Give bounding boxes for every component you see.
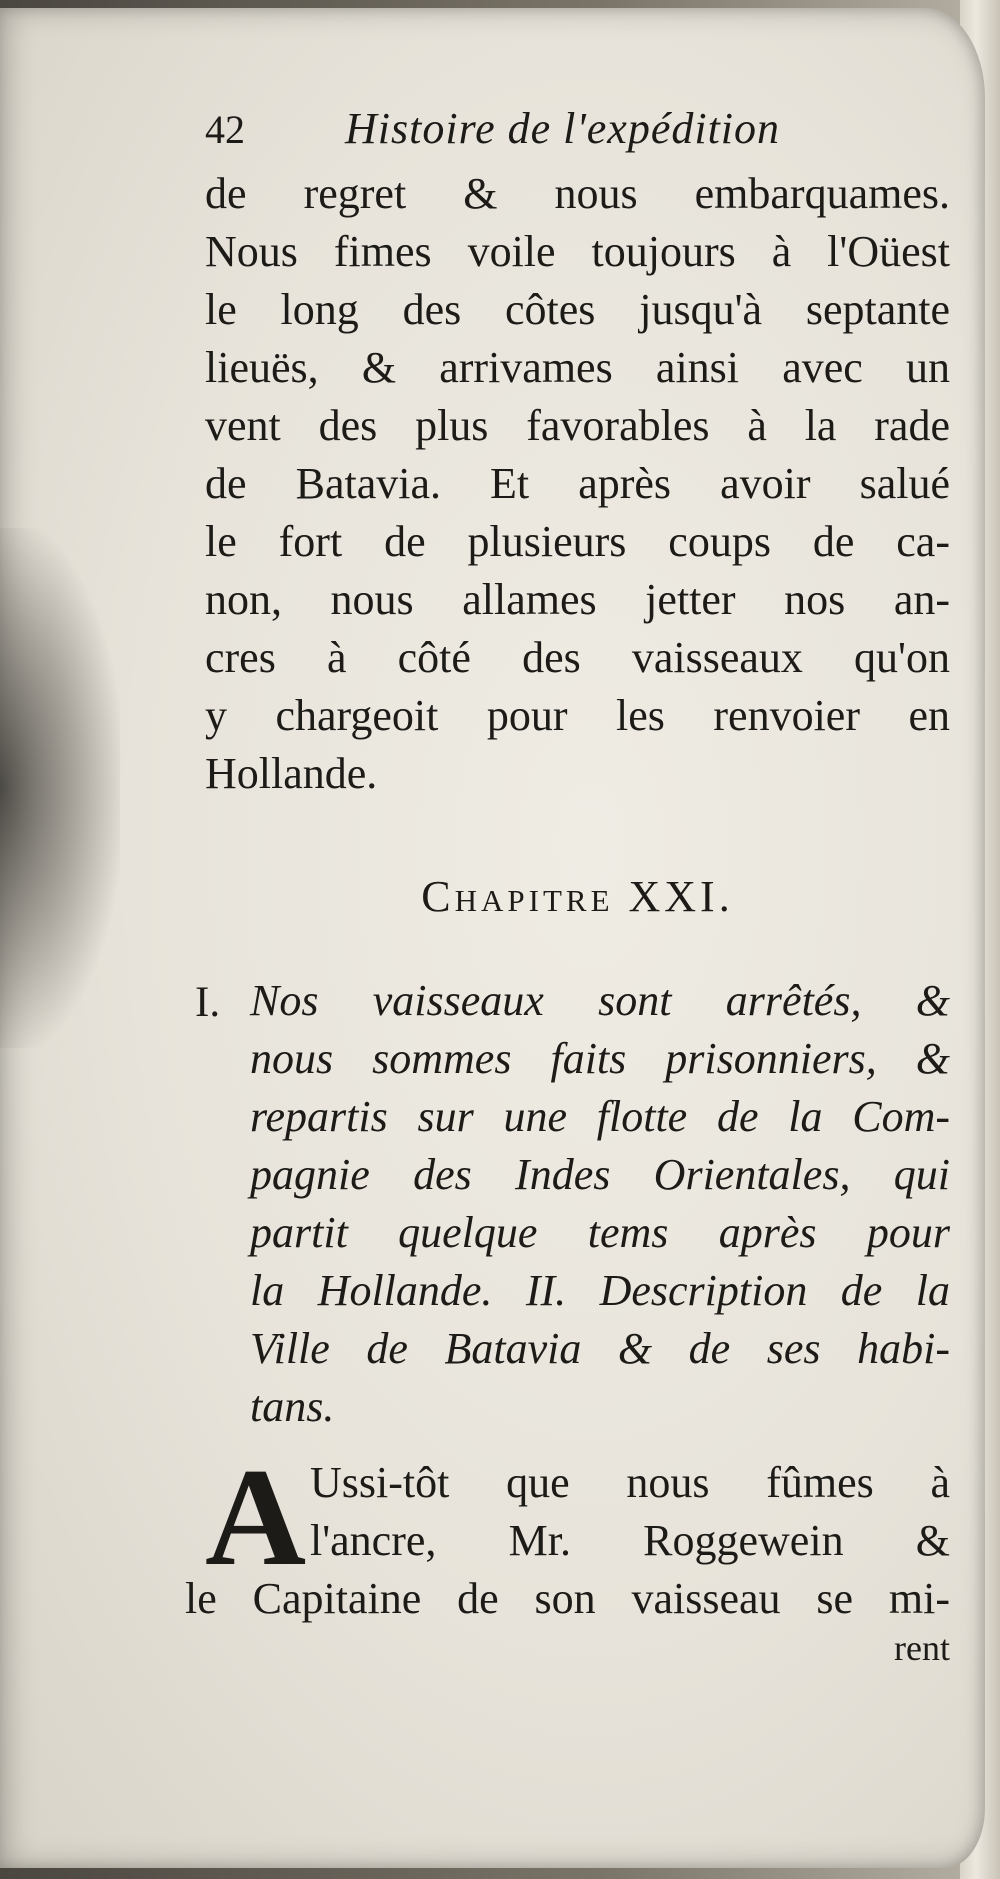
text-line: le fort de plusieurs coups de ca- (205, 517, 950, 566)
summary-line: partit quelque tems après pour (250, 1208, 950, 1257)
page-text (185, 103, 950, 1668)
drop-cap: A (205, 1440, 307, 1595)
text-line: Nous fimes voile toujours à l'Oüest (205, 227, 950, 276)
summary-line: Ville de Batavia & de ses habi- (250, 1324, 950, 1373)
text-line: le Capitaine de son vaisseau se mi- (185, 1574, 950, 1623)
opening-paragraph (185, 1440, 950, 1668)
summary-numeral: I. (195, 979, 221, 1026)
summary-line: la Hollande. II. Description de la (250, 1266, 950, 1315)
chapter-summary (195, 972, 950, 1436)
page-header (205, 103, 950, 165)
summary-line: Nos vaisseaux sont arrêtés, & (250, 976, 950, 1025)
text-line: vent des plus favorables à la rade (205, 401, 950, 450)
page-number: 42 (205, 107, 245, 152)
text-line: y chargeoit pour les renvoier en (205, 691, 950, 740)
text-line: cres à côté des vaisseaux qu'on (205, 633, 950, 682)
catchword: rent (894, 1628, 950, 1668)
text-line: Ussi-tôt que nous fûmes à (310, 1458, 950, 1507)
text-line: de Batavia. Et après avoir salué (205, 459, 950, 508)
chapter-title: Chapitre XXI. (421, 872, 734, 921)
summary-line: pagnie des Indes Orientales, qui (250, 1150, 950, 1199)
text-line: lieuës, & arrivames ainsi avec un (205, 343, 950, 392)
running-head: Histoire de l'expédition (345, 104, 781, 153)
text-line: l'ancre, Mr. Roggewein & (310, 1516, 950, 1565)
summary-line: nous sommes faits prisonniers, & (250, 1034, 950, 1083)
text-line: Hollande. (205, 749, 378, 798)
text-line: le long des côtes jusqu'à septante (205, 285, 950, 334)
text-line: de regret & nous embarquames. (205, 169, 950, 218)
book-page (0, 8, 985, 1868)
summary-line: repartis sur une flotte de la Com- (250, 1092, 950, 1141)
thumb-shadow (0, 528, 120, 1048)
body-paragraph (205, 165, 950, 803)
text-line: non, nous allames jetter nos an- (205, 575, 950, 624)
summary-line: tans. (250, 1382, 335, 1431)
